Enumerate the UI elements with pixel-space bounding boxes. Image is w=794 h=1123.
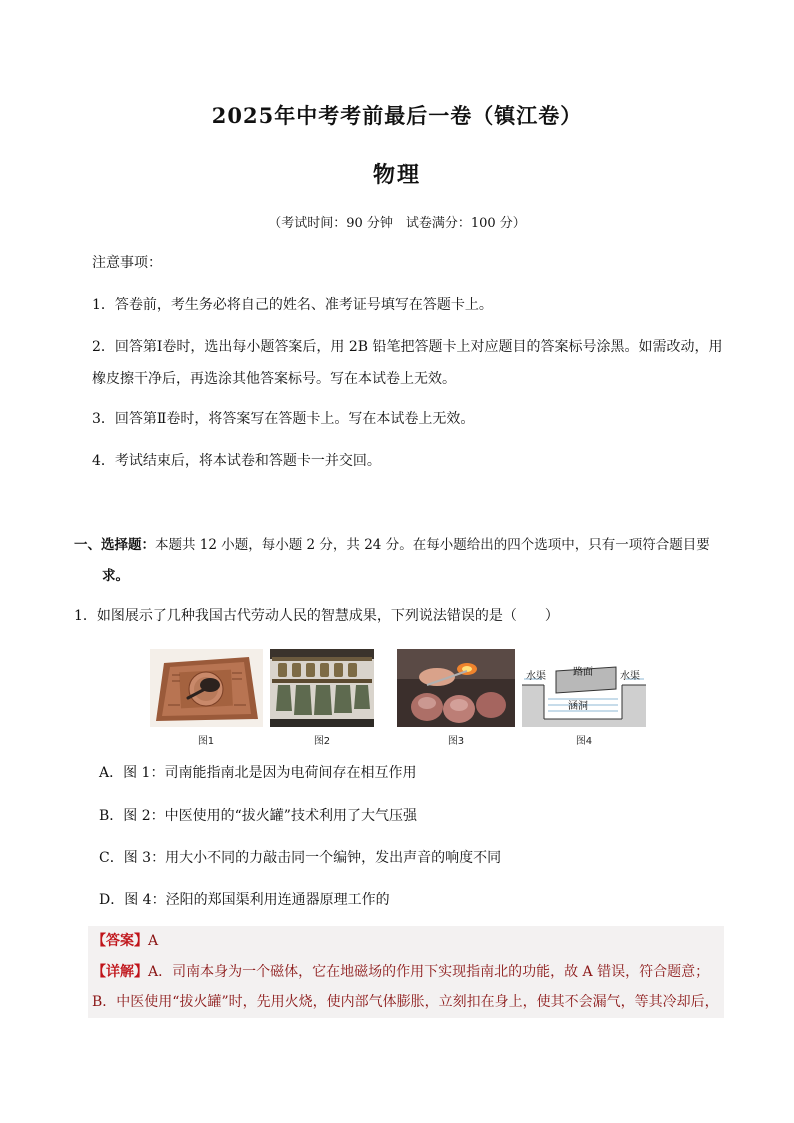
notice-item-3: 3．回答第Ⅱ卷时，将答案写在答题卡上。写在本试卷上无效。 (92, 411, 475, 427)
option-d: D．图 4：泾阳的郑国渠利用连通器原理工作的 (99, 892, 390, 908)
figure-3-caption: 图3 (447, 736, 465, 747)
detail-text-1: A．司南本身为一个磁体，它在地磁场的作用下实现指南北的功能，故 A 错误，符合题意； (148, 964, 710, 980)
figure-4-label-left: 水渠 (526, 671, 546, 682)
figure-1-caption: 图1 (197, 736, 215, 747)
figure-4-caption: 图4 (575, 736, 593, 747)
cupping-therapy-image (397, 649, 515, 727)
sinan-compass-image (150, 649, 263, 727)
exam-info: （考试时间：90 分钟 试卷满分：100 分） (268, 216, 526, 231)
question-1-stem: 1．如图展示了几种我国古代劳动人民的智慧成果，下列说法错误的是（ ） (74, 608, 559, 624)
section-heading-prefix: 一、选择题： (74, 537, 155, 553)
answer-box (88, 926, 724, 1018)
notice-title: 注意事项： (92, 255, 162, 271)
section-heading (74, 535, 710, 555)
bianzhong-bells-image (270, 649, 374, 727)
canal-culvert-diagram (522, 649, 646, 729)
detail-line-2: B．中医使用“拔火罐”时，先用火烧，使内部气体膨胀，立刻扣在身上，使其不会漏气，等其冷却后， (92, 994, 719, 1010)
section-heading-cont: 求。 (102, 568, 129, 584)
option-c: C．图 3：用大小不同的力敲击同一个编钟，发出声音的响度不同 (99, 850, 502, 866)
detail-tag: 【详解】 (92, 964, 148, 980)
subject-title: 物理 (372, 162, 421, 188)
notice-item-4: 4．考试结束后，将本试卷和答题卡一并交回。 (92, 453, 381, 469)
answer-value: A (148, 933, 159, 949)
notice-item-1: 1．答卷前，考生务必将自己的姓名、准考证号填写在答题卡上。 (92, 297, 493, 313)
option-b: B．图 2：中医使用的“拔火罐”技术利用了大气压强 (99, 808, 417, 824)
exam-title: 2025年中考考前最后一卷（镇江卷） (211, 103, 583, 128)
notice-item-2-line-2: 橡皮擦干净后，再选涂其他答案标号。写在本试卷上无效。 (92, 371, 456, 387)
notice-item-2-line-1: 2．回答第Ⅰ卷时，选出每小题答案后，用 2B 铅笔把答题卡上对应题目的答案标号涂黑。如需改动，用 (92, 339, 723, 355)
answer-line (92, 931, 158, 951)
figure-4-label-bottom: 涵洞 (568, 701, 588, 712)
question-1-figures (0, 649, 794, 749)
figure-4-label-right: 水渠 (620, 671, 640, 682)
answer-tag: 【答案】 (92, 933, 148, 949)
detail-line-1 (92, 962, 709, 982)
figure-2-caption: 图2 (313, 736, 331, 747)
option-a: A．图 1：司南能指南北是因为电荷间存在相互作用 (99, 765, 417, 781)
figure-4-label-top: 路面 (573, 667, 593, 678)
section-heading-rest: 本题共 12 小题，每小题 2 分，共 24 分。在每小题给出的四个选项中，只有一项符合题目要 (155, 537, 710, 553)
